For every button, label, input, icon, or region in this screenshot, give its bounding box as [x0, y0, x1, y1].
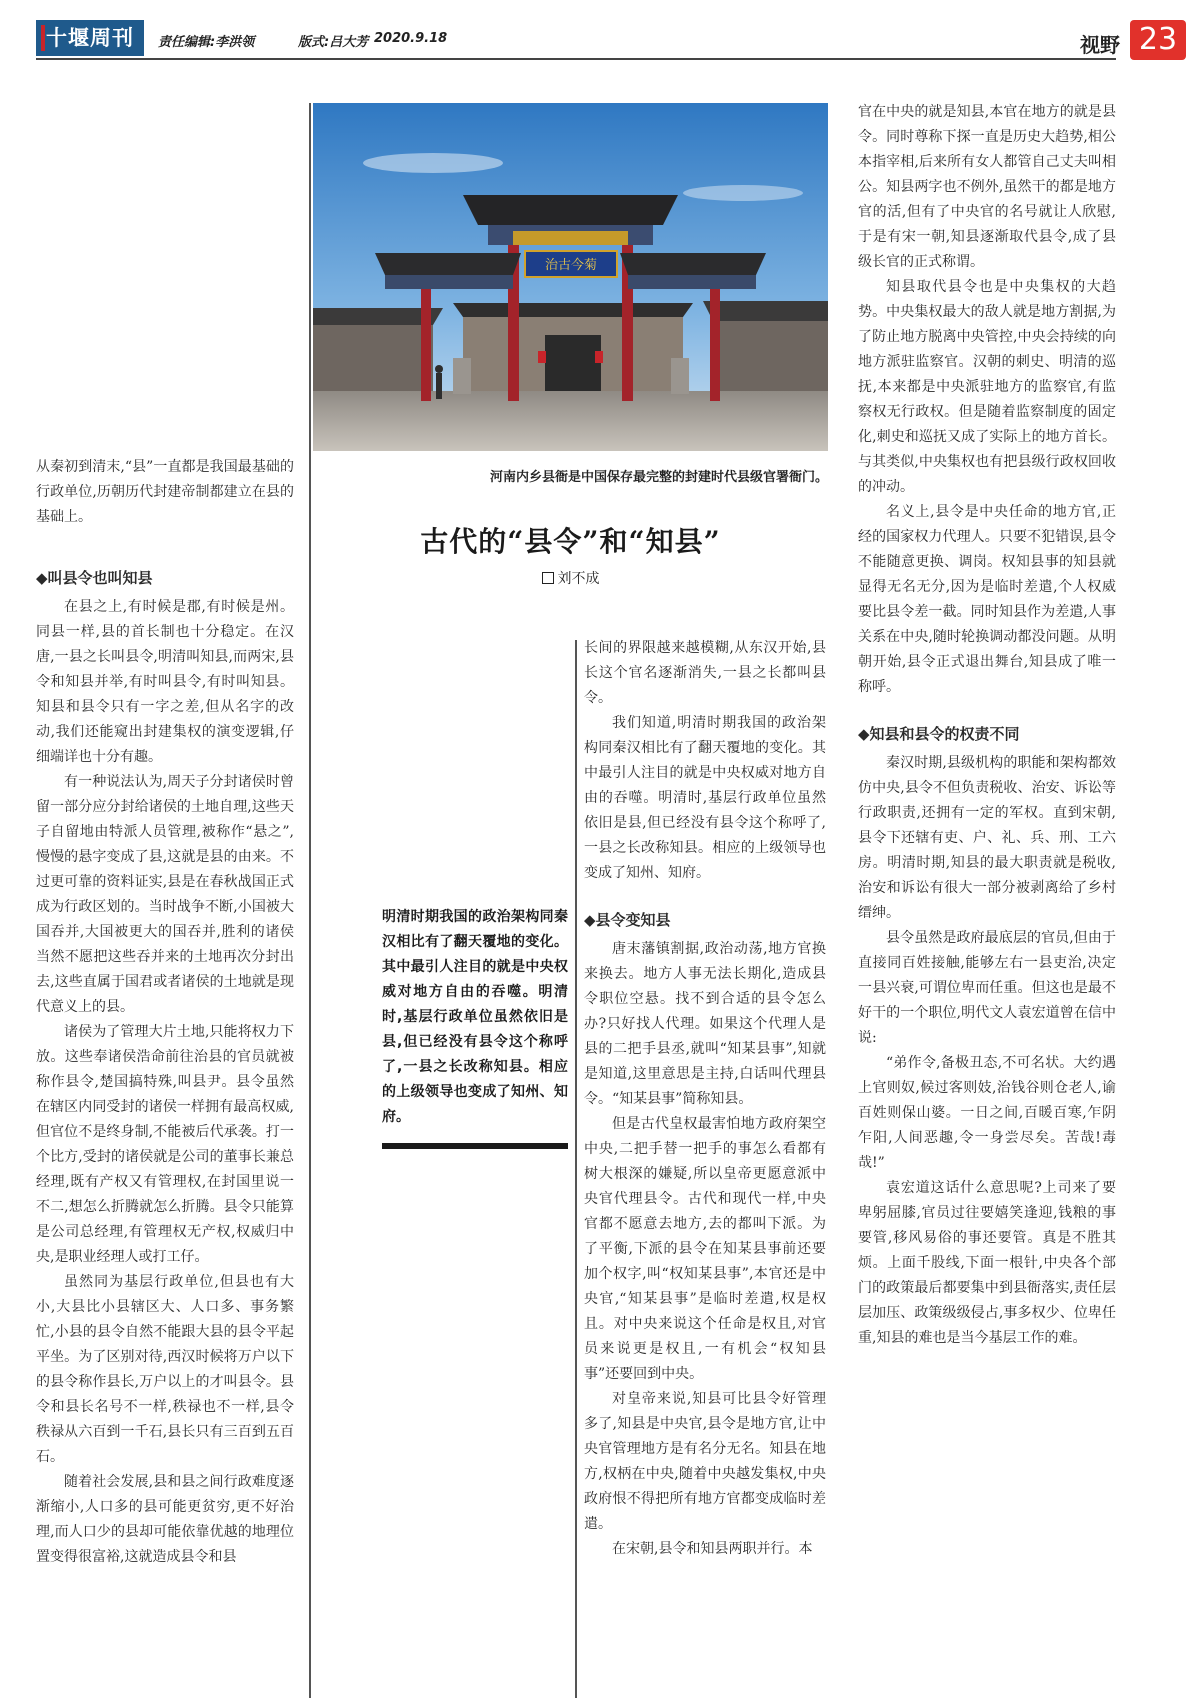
article-column-middle — [584, 636, 826, 1562]
article-paragraph: 诸侯为了管理大片土地,只能将权力下放。这些奉诸侯浩命前往治县的官员就被称作县令,楚国搞特殊,叫县尹。县令虽然在辖区内同受封的诸侯一样拥有最高权威,但官位不是终身制,不能被后代承袭。打一个比方,受封的诸侯就是公司的董事长兼总经理,既有产权又有管理权,在封国里说一不二,想怎么折腾就怎么折腾。县令只能算是公司总经理,有管理权无产权,权威归中央,是职业经理人或打工仔。 — [36, 1024, 294, 1265]
page-number: 23 — [1130, 20, 1186, 60]
article-paragraph: 县令虽然是政府最底层的官员,但由于直接同百姓接触,能够左右一县吏治,决定一县兴衰,可谓位卑而任重。但这也是最不好干的一个职位,明代文人袁宏道曾在信中说: — [858, 930, 1116, 1046]
masthead-rule — [36, 58, 1116, 60]
article-column-right — [858, 100, 1116, 1351]
editor-credit: 责任编辑:李洪领 — [158, 35, 255, 50]
column-divider — [575, 640, 577, 1698]
section-name: 视野 — [1080, 33, 1120, 57]
column-divider — [309, 103, 311, 1698]
section-heading: ◆县令变知县 — [584, 911, 671, 929]
article-paragraph: 从秦初到清末,“县”一直都是我国最基础的行政单位,历朝历代封建帝制都建立在县的基础上。 — [36, 459, 294, 525]
article-paragraph: 在县之上,有时候是郡,有时候是州。同县一样,县的首长制也十分稳定。在汉唐,一县之长叫县令,明清叫知县,而两宋,县令和知县并举,有时叫县令,有时叫知县。知县和县令只有一字之差,但从名字的改动,我们还能窥出封建集权的演变逻辑,仔细端详也十分有趣。 — [36, 599, 294, 765]
pull-quote: 明清时期我国的政治架构同秦汉相比有了翻天覆地的变化。其中最引人注目的就是中央权威对地方自由的吞噬。明清时,基层行政单位虽然依旧是县,但已经没有县令这个称呼了,一县之长改称知县。相应的上级领导也变成了知州、知府。 — [382, 909, 568, 1125]
article-column-left — [36, 455, 294, 1570]
masthead — [36, 20, 1186, 60]
article-paragraph: 虽然同为基层行政单位,但县也有大小,大县比小县辖区大、人口多、事务繁忙,小县的县令自然不能跟大县的县令平起平坐。为了区别对待,西汉时候将万户以下的县令称作县长,万户以上的才叫县令。县令和县长名号不一样,秩禄也不一样,县令秩禄从六百到一千石,县长只有三百到五百石。 — [36, 1274, 294, 1465]
article-paragraph: 长间的界限越来越模糊,从东汉开始,县长这个官名逐渐消失,一县之长都叫县令。 — [584, 640, 826, 706]
article-paragraph: 在宋朝,县令和知县两职并行。本 — [612, 1541, 813, 1557]
article-paragraph: 官在中央的就是知县,本官在地方的就是县令。同时尊称下探一直是历史大趋势,相公本指宰相,后来所有女人都管自己丈夫叫相公。知县两字也不例外,虽然干的都是地方官的活,但有了中央官的名号就让人欣慰,于是有宋一朝,知县逐渐取代县令,成了县级长官的正式称谓。 — [858, 104, 1116, 270]
yamen-gate-photo — [313, 103, 828, 451]
article-paragraph: 对皇帝来说,知县可比县令好管理多了,知县是中央官,县令是地方官,让中央官管理地方是有名分无名。知县在地方,权柄在中央,随着中央越发集权,中央政府恨不得把所有地方官都变成临时差遣。 — [584, 1391, 826, 1532]
article-byline — [313, 568, 828, 588]
pull-quote-bar — [382, 1143, 568, 1149]
article-paragraph: 袁宏道这话什么意思呢?上司来了要卑躬屈膝,官员过往要嬉笑逢迎,钱粮的事要管,移风易俗的事还要管。真是不胜其烦。上面千股线,下面一根针,中央各个部门的政策最后都要集中到县衙落实,责任层层加压、政策级级侵占,事多权少、位卑任重,知县的难也是当今基层工作的难。 — [858, 1180, 1116, 1346]
section-heading: ◆叫县令也叫知县 — [36, 569, 153, 587]
section-heading: ◆知县和县令的权责不同 — [858, 725, 1020, 743]
article-paragraph: 名义上,县令是中央任命的地方官,正经的国家权力代理人。只要不犯错误,县令不能随意更换、调岗。权知县事的知县就显得无名无分,因为是临时差遣,个人权威要比县令差一截。同时知县作为差遣,人事关系在中央,随时轮换调动都没问题。从明朝开始,县令正式退出舞台,知县成了唯一称呼。 — [858, 504, 1116, 695]
article-paragraph: 有一种说法认为,周天子分封诸侯时曾留一部分应分封给诸侯的土地自理,这些天子自留地由特派人员管理,被称作“悬之”,慢慢的悬字变成了县,这就是县的由来。不过更可靠的资料证实,县是在春秋战国正式成为行政区划的。当时战争不断,小国被大国吞并,大国被更大的国吞并,胜利的诸侯当然不愿把这些吞并来的土地再次分封出去,这些直属于国君或者诸侯的土地就是现代意义上的县。 — [36, 774, 294, 1015]
issue-date: 2020.9.18 — [374, 31, 448, 46]
article-title: 古代的“县令”和“知县” — [420, 525, 721, 558]
article-paragraph: 知县取代县令也是中央集权的大趋势。中央集权最大的敌人就是地方割据,为了防止地方脱离中央管控,中央会持续的向地方派驻监察官。汉朝的刺史、明清的巡抚,本来都是中央派驻地方的监察官,有监察权无行政权。但是随着监察制度的固定化,刺史和巡抚又成了实际上的地方首长。与其类似,中央集权也有把县级行政权回收的冲动。 — [858, 279, 1116, 495]
article-paragraph: 我们知道,明清时期我国的政治架构同秦汉相比有了翻天覆地的变化。其中最引人注目的就是中央权威对地方自由的吞噬。明清时,基层行政单位虽然依旧是县,但已经没有县令这个称呼了,一县之长改称知县。相应的上级领导也变成了知州、知府。 — [584, 715, 826, 881]
byline-box-icon — [542, 572, 554, 584]
gate-plaque-text: 治古今菊 — [544, 258, 598, 273]
article-paragraph: 但是古代皇权最害怕地方政府架空中央,二把手替一把手的事怎么看都有树大根深的嫌疑,所以皇帝更愿意派中央官代理县令。古代和现代一样,中央官都不愿意去地方,去的都叫下派。为了平衡,下派的县令在知某县事前还要加个权字,叫“权知某县事”,本官还是中央官,“知某县事”是临时差遣,权是权且。对中央来说这个任命是权且,对官员来说更是权且,一有机会“权知县事”还要回到中央。 — [584, 1116, 826, 1382]
article-paragraph: 秦汉时期,县级机构的职能和架构都效仿中央,县令不但负责税收、治安、诉讼等行政职责,还拥有一定的军权。直到宋朝,县令下还辖有吏、户、礼、兵、刑、工六房。明清时期,知县的最大职责就是税收,治安和诉讼有很大一部分被剥离给了乡村缙绅。 — [858, 755, 1116, 921]
article-quote: “弟作令,备极丑态,不可名状。大约遇上官则奴,候过客则妓,治钱谷则仓老人,谕百姓则保山婆。一日之间,百暖百寒,乍阴乍阳,人间恶趣,令一身尝尽矣。苦哉!毒哉!” — [858, 1055, 1116, 1171]
layout-credit: 版式:吕大芳 — [298, 35, 369, 50]
yamen-gate-illustration — [313, 103, 828, 451]
photo-caption: 河南内乡县衙是中国保存最完整的封建时代县级官署衙门。 — [489, 470, 828, 485]
article-paragraph: 唐末藩镇割据,政治动荡,地方官换来换去。地方人事无法长期化,造成县令职位空悬。找不到合适的县令怎么办?只好找人代理。如果这个代理人是县的二把手县丞,就叫“知某县事”,知就是知道,这里意思是主持,白话叫代理县令。“知某县事”简称知县。 — [584, 941, 826, 1107]
newspaper-logo: 十堰周刊 — [36, 20, 144, 56]
author-name: 刘不成 — [557, 571, 600, 587]
article-paragraph: 随着社会发展,县和县之间行政难度逐渐缩小,人口多的县可能更贫穷,更不好治理,而人口少的县却可能依靠优越的地理位置变得很富裕,这就造成县令和县 — [36, 1474, 294, 1565]
